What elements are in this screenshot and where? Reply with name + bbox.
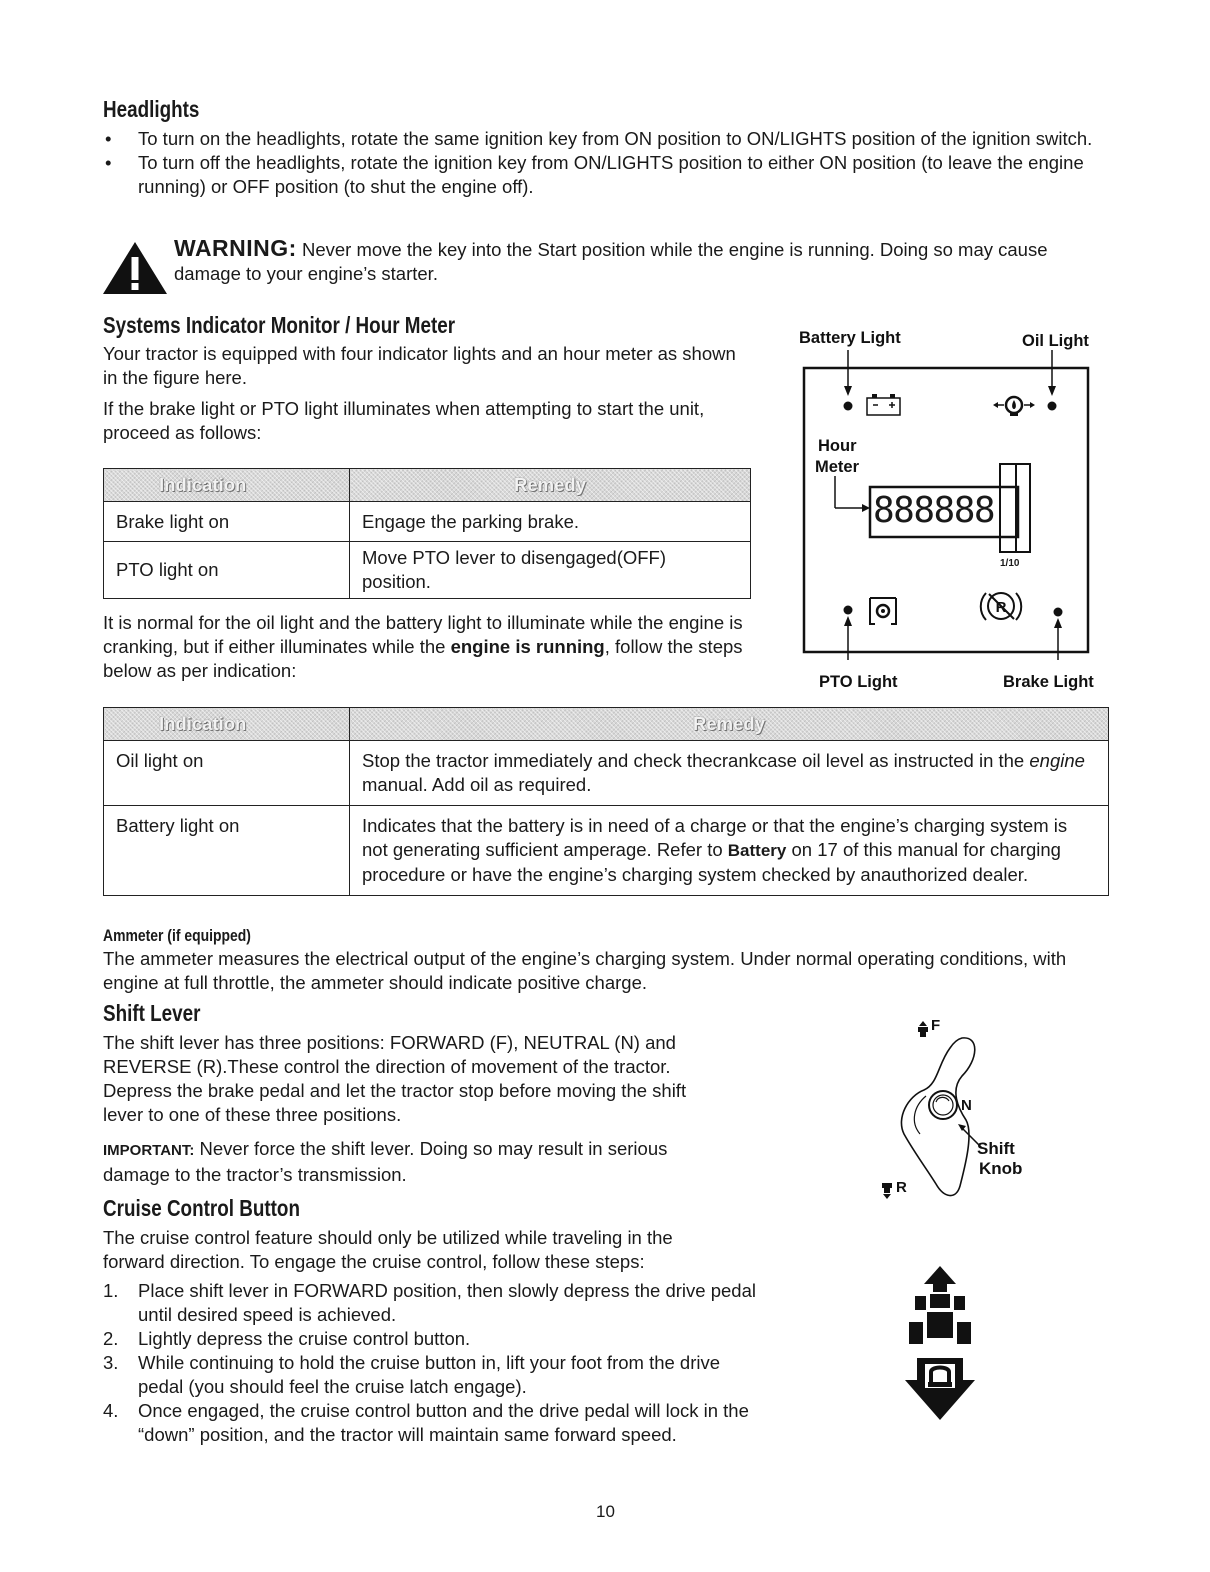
list-item: 4. Once engaged, the cruise control button and the drive pedal will lock in the “down” position, and the tractor will maintain same forward speed. bbox=[103, 1400, 749, 1445]
ammeter-heading: Ammeter (if equipped) bbox=[103, 926, 251, 945]
shift-f-label: F bbox=[931, 1017, 941, 1034]
table-cell: Oil light on bbox=[104, 741, 350, 806]
shift-n-label: N bbox=[961, 1097, 972, 1114]
brake-light-label: Brake Light bbox=[1003, 673, 1094, 691]
meter-label: Meter bbox=[815, 458, 860, 476]
page-number: 10 bbox=[596, 1502, 615, 1521]
cruise-control-icon bbox=[895, 1262, 985, 1432]
shift-text: The shift lever has three positions: FORWARD (F), NEUTRAL (N) and REVERSE (R).These control the direction of movement of the tractor. Depress the brake pedal and let the tractor stop before moving the shift lever to one of these three positions. bbox=[103, 1032, 687, 1125]
shift-knob-label: Knob bbox=[979, 1159, 1023, 1178]
ammeter-text: The ammeter measures the electrical output of the engine’s charging system. Under normal operating conditions, with engine at full throttle, the ammeter should indicate positive charge. bbox=[103, 948, 1067, 993]
headlights-bullets bbox=[103, 127, 1103, 199]
svg-text:R: R bbox=[995, 599, 1007, 616]
pto-icon bbox=[870, 598, 896, 624]
table-cell: Indicates that the battery is in need of a charge or that the engine’s charging system is not generating sufficient amperage. Refer to Battery on 17 of this manual for charging procedure or have the engine’s charging system checked by anauthorized dealer. bbox=[350, 806, 1109, 896]
table-header: Indication bbox=[104, 469, 350, 502]
monitor-para-1: Your tractor is equipped with four indicator lights and an hour meter as shown in the figure here. bbox=[103, 343, 736, 388]
hour-label: Hour bbox=[818, 437, 857, 455]
tenth-label: 1/10 bbox=[1000, 558, 1020, 569]
list-item: 3. While continuing to hold the cruise button in, lift your foot from the drive pedal (you should feel the cruise latch engage). bbox=[103, 1352, 721, 1397]
battery-icon bbox=[867, 394, 900, 415]
table-header: Remedy bbox=[350, 469, 751, 502]
forward-icon bbox=[918, 1021, 928, 1037]
table-cell: Move PTO lever to disengaged(OFF) position. bbox=[350, 542, 751, 599]
table-cell: PTO light on bbox=[104, 542, 350, 599]
list-item: • To turn on the headlights, rotate the same ignition key from ON position to ON/LIGHTS position of the ignition switch. bbox=[105, 128, 1093, 149]
shift-r-label: R bbox=[896, 1179, 907, 1196]
table-row bbox=[104, 542, 751, 599]
table-cell: Engage the parking brake. bbox=[350, 502, 751, 542]
headlights-heading: Headlights bbox=[103, 96, 200, 122]
table-oil-battery bbox=[103, 707, 1109, 896]
warning-text: WARNING: Never move the key into the Start position while the engine is running. Doing so may cause damage to your engine’s starter. bbox=[174, 235, 1048, 284]
parking-brake-icon bbox=[981, 593, 1021, 620]
pto-light-label: PTO Light bbox=[819, 673, 898, 691]
reverse-icon bbox=[882, 1183, 892, 1199]
table-row bbox=[104, 502, 751, 542]
list-item: • To turn off the headlights, rotate the ignition key from ON/LIGHTS position to either ON position (to leave the engine running) or OFF position (to shut the engine off). bbox=[105, 152, 1084, 197]
list-item: 2. Lightly depress the cruise control button. bbox=[103, 1328, 471, 1349]
cruise-intro: The cruise control feature should only be utilized while traveling in the forward direction. To engage the cruise control, follow these steps: bbox=[103, 1227, 673, 1272]
monitor-para-3: It is normal for the oil light and the battery light to illuminate while the engine is cranking, but if either illuminates while the engine is running, follow the steps below as per indication: bbox=[103, 612, 743, 681]
table-pto-brake bbox=[103, 468, 751, 599]
monitor-para-2: If the brake light or PTO light illuminates when attempting to start the unit, proceed as follows: bbox=[103, 398, 705, 443]
cruise-heading: Cruise Control Button bbox=[103, 1195, 300, 1221]
oil-can-icon bbox=[993, 397, 1035, 416]
cruise-steps bbox=[103, 1279, 763, 1447]
hour-meter-digits: 888888 bbox=[873, 490, 995, 531]
table-row bbox=[104, 806, 1109, 896]
monitor-heading: Systems Indicator Monitor / Hour Meter bbox=[103, 312, 456, 338]
table-header: Indication bbox=[104, 708, 350, 741]
table-cell: Brake light on bbox=[104, 502, 350, 542]
shift-shift-label: Shift bbox=[977, 1139, 1015, 1158]
shift-heading: Shift Lever bbox=[103, 1000, 201, 1026]
shift-important: IMPORTANT: Never force the shift lever. Doing so may result in serious damage to the tractor’s transmission. bbox=[103, 1138, 668, 1185]
oil-light-label: Oil Light bbox=[1022, 332, 1089, 350]
warning-icon bbox=[100, 238, 170, 298]
table-header: Remedy bbox=[350, 708, 1109, 741]
list-item: 1. Place shift lever in FORWARD position, then slowly depress the drive pedal until desired speed is achieved. bbox=[103, 1280, 756, 1325]
battery-light-label: Battery Light bbox=[799, 329, 901, 347]
table-cell: Battery light on bbox=[104, 806, 350, 896]
table-row bbox=[104, 741, 1109, 806]
table-cell: Stop the tractor immediately and check thecrankcase oil level as instructed in the engine manual. Add oil as required. bbox=[350, 741, 1109, 806]
